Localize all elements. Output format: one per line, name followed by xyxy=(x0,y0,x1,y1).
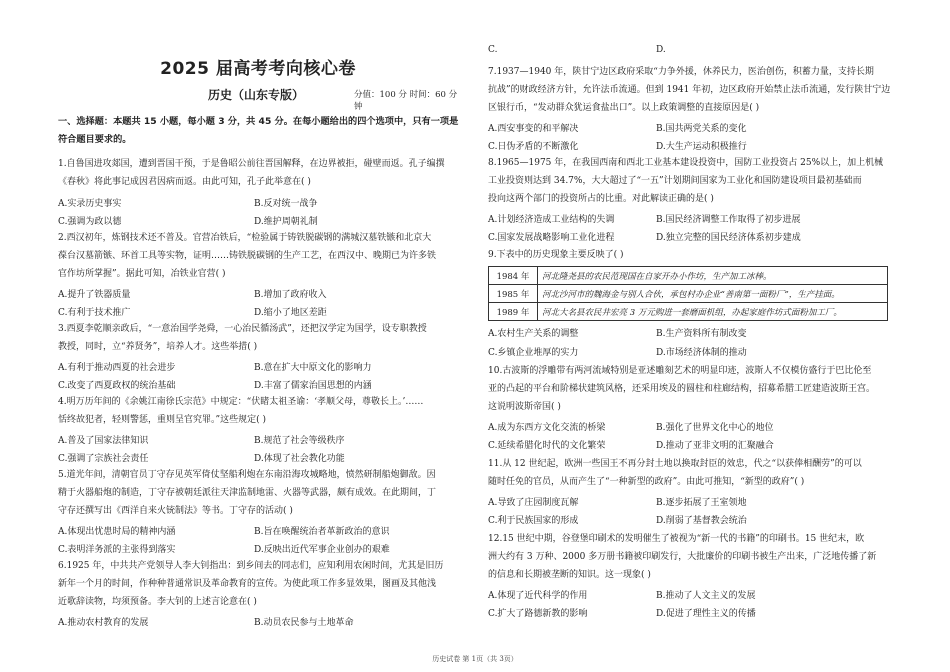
option-c: C.扩大了路德新教的影响 xyxy=(488,609,588,619)
question-6: 新年一个月的时间，作种种普通常识及革命教育的宣传。为使此项工作多显效果，图画及其他浅 xyxy=(58,579,437,589)
question-7: 抗战”的财政经济方针，允许法币流通。但到 1941 年初，边区政府开始禁止法币流通，发行陕甘宁边 xyxy=(488,85,891,95)
question-8: 投向这两个部门的投资所占的比重。对此解读正确的是( ) xyxy=(488,194,714,204)
question-12: 12.15 世纪中期，谷登堡印刷术的发明催生了被视为“新一代的书籍”的印刷书。15 世纪末，欧 xyxy=(488,534,865,544)
question-6: 近歌辞读物，均须预备。李大钊的上述言论意在( ) xyxy=(58,597,257,607)
option-b: B.逐步拓展了王室领地 xyxy=(656,498,747,508)
option-a: A.西安事变的和平解决 xyxy=(488,124,579,134)
exam-title: 2025 届高考考向核心卷 xyxy=(160,59,356,79)
question-8: 8.1965—1975 年，在我国西南和西北工业基本建设投资中，国防工业投资占 25%以上，加上机械 xyxy=(488,158,884,168)
table-desc: 河北沙河市的魏海金与别人合伙，承包村办企业“善南第一面粉厂”，生产挂面。 xyxy=(538,285,888,303)
option-b: B.生产资料所有制改变 xyxy=(656,329,747,339)
question-6: 6.1925 年，中共共产党领导人李大钊指出：到乡间去的同志们，应知利用农闲时间，尤其是旧历 xyxy=(58,561,444,571)
option-d: D.反映出近代军事企业创办的艰难 xyxy=(254,545,390,555)
option-b: B.国共两党关系的变化 xyxy=(656,124,747,134)
option-a: A.农村生产关系的调整 xyxy=(488,329,579,339)
question-4: 4.明万历年间的《余姚江南徐氏宗范》中规定：“伏睹太祖圣谕：‘孝顺父母，尊敬长上。’…… xyxy=(58,397,424,407)
option-a: A.普及了国家法律知识 xyxy=(58,436,149,446)
question-4: 恬终故犯者，轻则警惩，重则呈官究罪。”这些规定( ) xyxy=(58,415,266,425)
option-d: D.削弱了基督教会统治 xyxy=(656,516,747,526)
table-desc: 河北大名县农民井宏亮 3 万元购进一套磨面机组，办起家庭作坊式面粉加工厂。 xyxy=(538,303,888,321)
option-a: A.导致了庄园制度瓦解 xyxy=(488,498,579,508)
option-d: D.体现了社会教化功能 xyxy=(254,454,345,464)
question-7: 7.1937—1940 年，陕甘宁边区政府采取“力争外援，休养民力，医治创伤，积蓄力量，支持长期 xyxy=(488,67,874,77)
option-c: C.日伪矛盾的不断激化 xyxy=(488,142,579,152)
option-c: C.延续希腊化时代的文化繁荣 xyxy=(488,441,606,451)
option-c: C.国家发展战略影响工业化进程 xyxy=(488,233,615,243)
option-b: B.意在扩大中原文化的影响力 xyxy=(254,363,372,373)
question-8: 工业投资则达到 34.7%，大大超过了“一五”计划期间国家为工业化和国防建设项目最初基础而 xyxy=(488,176,862,186)
option-c: C.利于民族国家的形成 xyxy=(488,516,579,526)
option-d: D.推动了亚非文明的汇聚融合 xyxy=(656,441,774,451)
exam-subtitle: 历史（山东专版） xyxy=(208,88,305,102)
option-d: D.维护周朝礼制 xyxy=(254,217,318,227)
question-3: 教授，同时，立“养贤务”，培养人才。这些举措( ) xyxy=(58,342,258,352)
option-b: B.强化了世界文化中心的地位 xyxy=(656,423,774,433)
question-5: 精于火器船炮的制造，丁守存被朝廷派往天津监制地雷、火器等武器，颇有成效。在此期间，丁 xyxy=(58,488,437,498)
option-c: C.改变了西夏政权的统治基础 xyxy=(58,381,176,391)
option-c: C.强调了宗族社会责任 xyxy=(58,454,149,464)
option-c: C.乡镇企业堆厚的实力 xyxy=(488,348,579,358)
option-a: A.体现出忧患时局的精神内涵 xyxy=(58,527,176,537)
table-row xyxy=(489,303,888,321)
option-d: D.独立完整的国民经济体系初步建成 xyxy=(656,233,801,243)
question-12: 洲大约有 3 万种、2000 多万册书籍被印刷发行，大批廉价的印刷书被生产出来，广泛地传播了新 xyxy=(488,552,877,562)
option-a: A.推动农村教育的发展 xyxy=(58,618,149,628)
question-5: 守存还撰写出《西洋自来火铳制法》等书。丁守存的活动( ) xyxy=(58,506,293,516)
option-b: B.动员农民参与土地革命 xyxy=(254,618,354,628)
option-b: B.国民经济调整工作取得了初步进展 xyxy=(656,215,801,225)
table-year: 1984 年 xyxy=(489,267,538,285)
option-d: D.缩小了地区差距 xyxy=(254,308,327,318)
option-d: D.丰富了儒家治国思想的内涵 xyxy=(254,381,372,391)
question-2: 葆台汉墓箭镞、环首工具等实物，证明……铸铁脱碳钢的生产工艺，在西汉中、晚期已为许多铁 xyxy=(58,251,437,261)
option-b: B.规范了社会等级秩序 xyxy=(254,436,345,446)
option-b: B.旨在唤醒统治者革新政治的意识 xyxy=(254,527,390,537)
table-year: 1985 年 xyxy=(489,285,538,303)
question-2: 2.西汉初年，炼钢技术还不普及。官营冶铁后，“检验属于铸铁脱碳钢的满城汉墓铁镞和北京大 xyxy=(58,233,432,243)
option-c: C. xyxy=(488,45,498,55)
question-10: 亚的凸起的平台和阶梯状建筑风格，还采用埃及的圆柱和柱廊结构，招募希腊工匠建造波斯王宫。 xyxy=(488,384,876,394)
history-table xyxy=(488,266,888,321)
question-5: 5.道光年间，清朝官员丁守存见英军倚仗坚船利炮在东南沿海攻城略地，愤然研制船炮御敌。因 xyxy=(58,470,436,480)
question-11: 随时任免的官员，从而产生了“一种新型的政府”。由此可推知，“新型的政府”( ) xyxy=(488,477,805,487)
option-c: C.强调为政以德 xyxy=(58,217,122,227)
option-b: B.反对统一战争 xyxy=(254,199,318,209)
option-d: D. xyxy=(656,45,666,55)
question-10: 10.古波斯的浮雕带有两河流域特别是亚述雕刻艺术的明显印迹，波斯人不仅模仿盛行于巴比伦至 xyxy=(488,366,872,376)
question-7: 区银行币，“发动群众犹运食盐出口”。以上政策调整的直接原因是( ) xyxy=(488,103,760,113)
page-footer: 历史试卷 第 1页（共 3页） xyxy=(432,655,518,663)
question-10: 这说明波斯帝国( ) xyxy=(488,402,561,412)
option-b: B.推动了人文主义的发展 xyxy=(656,591,756,601)
table-row xyxy=(489,267,888,285)
table-desc: 河北隆尧县的农民范现国在自家开办小作坊，生产加工冰棒。 xyxy=(538,267,888,285)
section-instruction: 符合题目要求的。 xyxy=(58,134,132,145)
option-a: A.实录历史事实 xyxy=(58,199,122,209)
option-a: A.成为东西方文化交流的桥梁 xyxy=(488,423,606,433)
option-b: B.增加了政府收入 xyxy=(254,290,327,300)
option-a: A.有利于推动西夏的社会进步 xyxy=(58,363,176,373)
question-12: 的信息和长期被垄断的知识。这一现象( ) xyxy=(488,570,651,580)
table-year: 1989 年 xyxy=(489,303,538,321)
question-11: 11.从 12 世纪起，欧洲一些国王不再分封土地以换取封臣的效忠，代之“以获俸相酬劳”的可以 xyxy=(488,459,862,469)
option-d: D.大生产运动积极推行 xyxy=(656,142,747,152)
question-9: 9.下表中的历史现象主要反映了( ) xyxy=(488,250,624,260)
question-2: 官作坊所掌握”。据此可知，冶铁业官营( ) xyxy=(58,269,226,279)
option-c: C.有利于技术推广 xyxy=(58,308,131,318)
question-1: 1.自鲁国进攻郯国，遭到晋国干预，于是鲁昭公前往晋国解释，在边界被拒，碰壁而返。孔子编撰 xyxy=(58,159,445,169)
option-c: C.表明洋务派的主张得到落实 xyxy=(58,545,176,555)
option-d: D.促进了理性主义的传播 xyxy=(656,609,756,619)
option-a: A.体现了近代科学的作用 xyxy=(488,591,588,601)
option-d: D.市场经济体制的推动 xyxy=(656,348,747,358)
score-time: 分值：100 分 时间：60 分钟 xyxy=(354,90,458,112)
question-1: 《春秋》将此事记成因君因病而返。由此可知，孔子此举意在( ) xyxy=(58,177,311,187)
option-a: A.计划经济造成工业结构的失调 xyxy=(488,215,615,225)
option-a: A.提升了铁器质量 xyxy=(58,290,131,300)
section-instruction: 一、选择题：本题共 15 小题，每小题 3 分，共 45 分。在每小题给出的四个选项中，只有一项是 xyxy=(58,116,459,127)
table-row xyxy=(489,285,888,303)
question-3: 3.西夏李乾顺亲政后，“一意治国学尧舜，一心治民循汤武”，还把汉学定为国学，设专职教授 xyxy=(58,324,427,334)
